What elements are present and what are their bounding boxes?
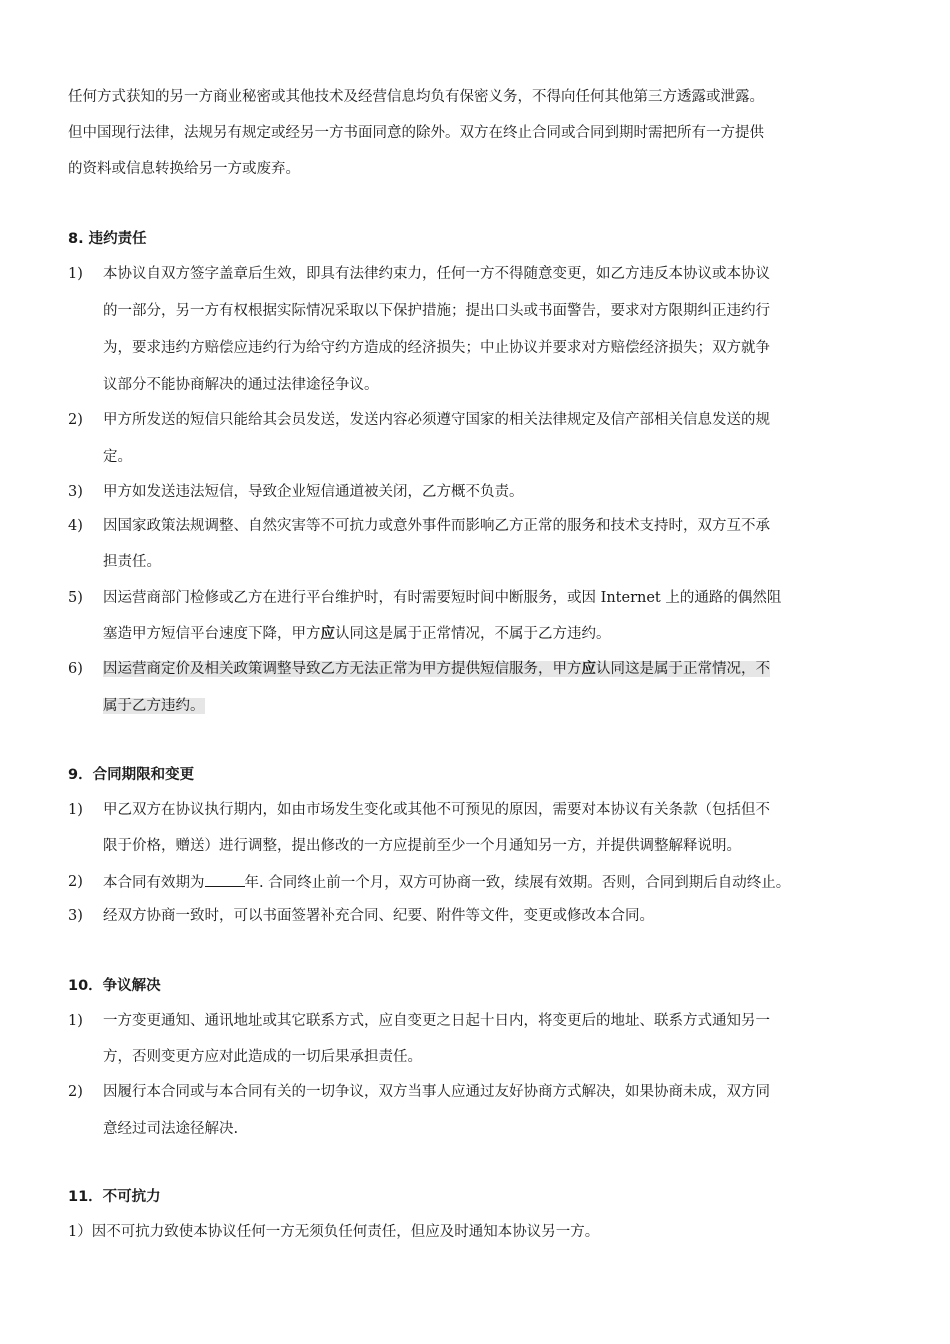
s9-item2-number: 2) xyxy=(68,874,83,890)
s8-item5-line2-pre: 塞造甲方短信平台速度下降，甲方 xyxy=(103,626,321,642)
s8-item5-emphasis: 应 xyxy=(320,626,335,642)
s9-item1-number: 1) xyxy=(68,802,83,818)
s11-item1-line1: 1）因不可抗力致使本协议任何一方无须负任何责任，但应及时通知本协议另一方。 xyxy=(68,1224,600,1240)
s8-item6-line1-post: 认同这是属于正常情况，不 xyxy=(596,661,770,677)
s8-item6-line2 xyxy=(103,696,205,716)
s10-item2-line1: 因履行本合同或与本合同有关的一切争议，双方当事人应通过友好协商方式解决，如果协商未成，双方同 xyxy=(103,1084,770,1100)
section-8-heading: 8. 违约责任 xyxy=(68,231,147,247)
s8-item6-number: 6) xyxy=(68,661,83,677)
s8-item1-line4: 议部分不能协商解决的通过法律途径争议。 xyxy=(103,377,379,393)
s8-item2-number: 2) xyxy=(68,412,83,428)
s9-item2-line1 xyxy=(103,872,790,893)
s9-item2-post: 年. 合同终止前一个月，双方可协商一致，续展有效期。否则，合同到期后自动终止。 xyxy=(244,875,791,891)
intro-line-2: 但中国现行法律，法规另有规定或经另一方书面同意的除外。双方在终止合同或合同到期时需把所有一方提供 xyxy=(68,125,764,141)
s9-item2-pre: 本合同有效期为 xyxy=(103,875,205,891)
section-9-heading: 9．合同期限和变更 xyxy=(68,767,195,783)
s10-item2-number: 2) xyxy=(68,1084,83,1100)
s10-item2-line2: 意经过司法途径解决. xyxy=(103,1121,239,1137)
term-years-blank[interactable] xyxy=(205,872,245,887)
s8-item6-line1-pre: 因运营商定价及相关政策调整导致乙方无法正常为甲方提供短信服务，甲方 xyxy=(103,661,582,677)
s9-item3-line1: 经双方协商一致时，可以书面签署补充合同、纪要、附件等文件，变更或修改本合同。 xyxy=(103,908,654,924)
s8-item3-line1: 甲方如发送违法短信，导致企业短信通道被关闭，乙方概不负责。 xyxy=(103,484,524,500)
s10-item1-line1: 一方变更通知、通讯地址或其它联系方式，应自变更之日起十日内，将变更后的地址、联系方式通知另一 xyxy=(103,1013,770,1029)
s8-item4-line1: 因国家政策法规调整、自然灾害等不可抗力或意外事件而影响乙方正常的服务和技术支持时，双方互不承 xyxy=(103,518,770,534)
s8-item3-number: 3) xyxy=(68,484,83,500)
s8-item6-emphasis: 应 xyxy=(581,661,596,677)
s8-item5-line2 xyxy=(103,624,611,644)
s8-item1-line3: 为，要求违约方赔偿应违约行为给守约方造成的经济损失；中止协议并要求对方赔偿经济损失；双方就争 xyxy=(103,340,770,356)
s9-item1-line1: 甲乙双方在协议执行期内，如由市场发生变化或其他不可预见的原因，需要对本协议有关条款（包括但不 xyxy=(103,802,770,818)
s8-item6-highlight-2: 属于乙方违约。 xyxy=(103,698,205,714)
s8-item1-line1: 本协议自双方签字盖章后生效，即具有法律约束力，任何一方不得随意变更，如乙方违反本协议或本协议 xyxy=(103,266,770,282)
s9-item1-line2: 限于价格，赠送）进行调整，提出修改的一方应提前至少一个月通知另一方，并提供调整解释说明。 xyxy=(103,838,741,854)
s8-item5-line2-post: 认同这是属于正常情况，不属于乙方违约。 xyxy=(335,626,611,642)
s8-item2-line2: 定。 xyxy=(103,449,132,465)
s10-item1-line2: 方，否则变更方应对此造成的一切后果承担责任。 xyxy=(103,1049,422,1065)
s8-item2-line1: 甲方所发送的短信只能给其会员发送，发送内容必须遵守国家的相关法律规定及信产部相关信息发送的规 xyxy=(103,412,770,428)
section-10-heading: 10．争议解决 xyxy=(68,978,161,994)
s8-item6-line1 xyxy=(103,659,770,679)
intro-line-1: 任何方式获知的另一方商业秘密或其他技术及经营信息均负有保密义务，不得向任何其他第三方透露或泄露。 xyxy=(68,89,764,105)
section-11-heading: 11．不可抗力 xyxy=(68,1189,161,1205)
s8-item4-line2: 担责任。 xyxy=(103,554,161,570)
s8-item1-line2: 的一部分，另一方有权根据实际情况采取以下保护措施；提出口头或书面警告，要求对方限期纠正违约行 xyxy=(103,303,770,319)
s8-item1-number: 1) xyxy=(68,266,83,282)
s8-item5-number: 5) xyxy=(68,590,83,606)
s10-item1-number: 1) xyxy=(68,1013,83,1029)
intro-line-3: 的资料或信息转换给另一方或废弃。 xyxy=(68,161,300,177)
s8-item4-number: 4) xyxy=(68,518,83,534)
s9-item3-number: 3) xyxy=(68,908,83,924)
s8-item5-line1: 因运营商部门检修或乙方在进行平台维护时，有时需要短时间中断服务，或因 Internet 上的通路的偶然阻 xyxy=(103,590,782,606)
s8-item6-highlight-1 xyxy=(103,661,770,677)
